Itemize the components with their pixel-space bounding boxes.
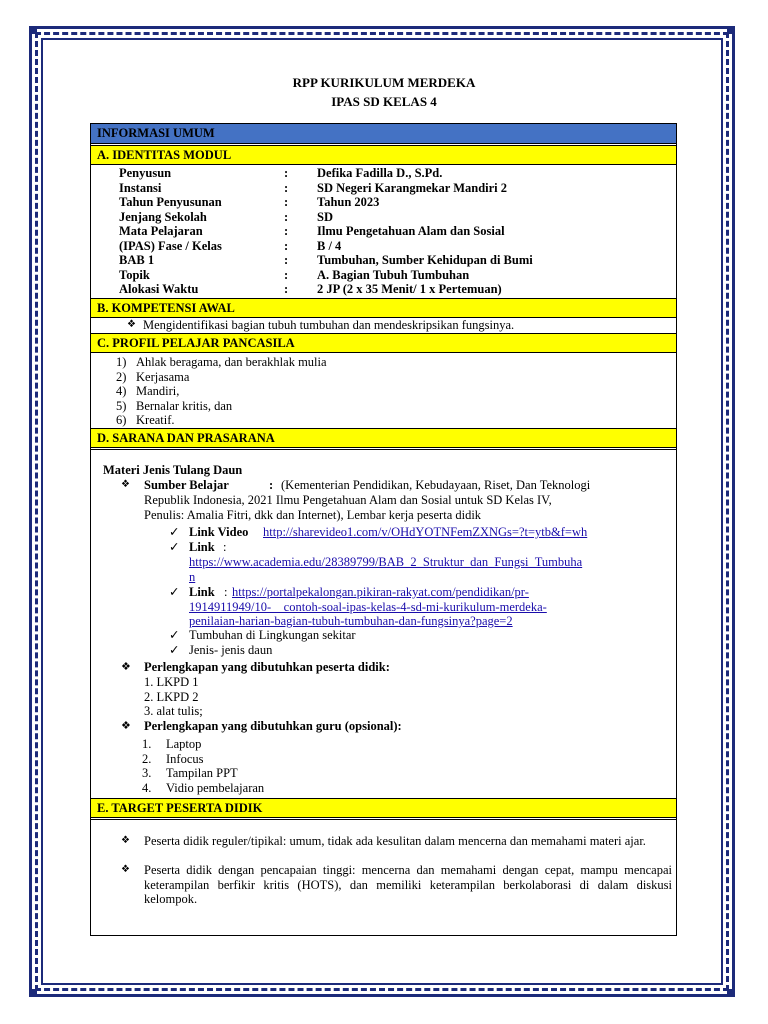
identitas-key: Alokasi Waktu xyxy=(119,282,199,296)
diamond-bullet-icon: ❖ xyxy=(121,864,130,875)
divider xyxy=(91,819,676,820)
identitas-value: B / 4 xyxy=(317,238,342,253)
identitas-value: 2 JP (2 x 35 Menit/ 1 x Pertemuan) xyxy=(317,282,502,296)
perlengkapan-guru-num: 2. xyxy=(142,751,152,766)
doc-subtitle: IPAS SD KELAS 4 xyxy=(331,94,437,109)
check-bullet-icon: ✓ xyxy=(169,643,180,657)
profil-header: C. PROFIL PELAJAR PANCASILA xyxy=(91,333,676,353)
sumber-colon: : xyxy=(269,478,274,492)
corner-ornament xyxy=(727,26,735,34)
identitas-header: A. IDENTITAS MODUL xyxy=(91,145,676,165)
kompetensi-header: B. KOMPETENSI AWAL xyxy=(91,298,676,318)
link-label: Link xyxy=(189,540,215,554)
identitas-colon: : xyxy=(284,267,289,282)
perlengkapan-siswa-item: 2. LKPD 2 xyxy=(144,689,199,704)
divider xyxy=(91,449,676,450)
corner-ornament xyxy=(29,989,37,997)
link-academia-url-cont[interactable]: n xyxy=(189,570,196,584)
check-item: Jenis- jenis daun xyxy=(189,643,273,657)
identitas-colon: : xyxy=(284,238,289,253)
sarana-header: D. SARANA DAN PRASARANA xyxy=(91,428,676,448)
perlengkapan-guru-label: Perlengkapan yang dibutuhkan guru (opsional): xyxy=(144,719,402,733)
identitas-value: Defika Fadilla D., S.Pd. xyxy=(317,166,443,180)
profil-item: Ahlak beragama, dan berakhlak mulia xyxy=(136,355,327,369)
check-bullet-icon: ✓ xyxy=(169,628,180,642)
identitas-value: SD xyxy=(317,209,333,224)
identitas-colon: : xyxy=(284,253,289,267)
doc-title: RPP KURIKULUM MERDEKA xyxy=(292,75,476,90)
target-header: E. TARGET PESERTA DIDIK xyxy=(91,798,676,818)
link-academia-url[interactable]: https://www.academia.edu/28389799/BAB_2_Struktur_dan_Fungsi_Tumbuha xyxy=(189,555,583,569)
link-portal-url-cont[interactable]: penilaian-harian-bagian-tubuh-tumbuhan-dan-fungsinya?page=2 xyxy=(189,614,513,628)
perlengkapan-guru-num: 1. xyxy=(142,737,152,751)
identitas-value: Ilmu Pengetahuan Alam dan Sosial xyxy=(317,224,505,238)
document-table xyxy=(90,123,677,936)
perlengkapan-guru-item: Laptop xyxy=(166,737,202,751)
kompetensi-item: Mengidentifikasi bagian tubuh tumbuhan dan mendeskripsikan fungsinya. xyxy=(143,318,515,332)
perlengkapan-siswa-label: Perlengkapan yang dibutuhkan peserta didik: xyxy=(144,660,390,674)
identitas-key: Instansi xyxy=(119,180,162,195)
profil-num: 2) xyxy=(116,369,127,384)
diamond-bullet-icon: ❖ xyxy=(121,720,131,732)
link-sep: : xyxy=(224,585,228,599)
identitas-key: Jenjang Sekolah xyxy=(119,209,207,224)
target-item: Peserta didik dengan pencapaian tinggi: mencerna dan memahami dengan cepat, mampu mencapai keterampilan berfikir kritis (HOTS), dan memiliki keterampilan berkolaborasi di dalam diskusi kelompok. xyxy=(144,863,672,906)
perlengkapan-siswa-item: 1. LKPD 1 xyxy=(144,675,199,689)
perlengkapan-guru-item: Vidio pembelajaran xyxy=(166,780,265,795)
identitas-key: (IPAS) Fase / Kelas xyxy=(119,238,222,253)
diamond-bullet-icon: ❖ xyxy=(121,479,130,490)
sumber-text: Republik Indonesia, 2021 Ilmu Pengetahuan Alam dan Sosial untuk SD Kelas IV, xyxy=(144,493,552,507)
diamond-bullet-icon: ❖ xyxy=(127,319,136,330)
identitas-colon: : xyxy=(284,282,289,296)
perlengkapan-guru-num: 4. xyxy=(142,780,152,795)
link-portal-url[interactable]: https://portalpekalongan.pikiran-rakyat.com/pendidikan/pr- xyxy=(232,585,529,599)
profil-item: Bernalar kritis, dan xyxy=(136,398,233,413)
sumber-label: Sumber Belajar xyxy=(144,478,229,492)
corner-ornament xyxy=(29,26,37,34)
diamond-bullet-icon: ❖ xyxy=(121,661,131,673)
identitas-key: Penyusun xyxy=(119,166,172,180)
corner-ornament xyxy=(727,989,735,997)
sumber-text: Penulis: Amalia Fitri, dkk dan Internet), Lembar kerja peserta didik xyxy=(144,507,482,522)
profil-item: Mandiri, xyxy=(136,384,180,398)
perlengkapan-guru-item: Tampilan PPT xyxy=(166,766,238,780)
sumber-text: (Kementerian Pendidikan, Kebudayaan, Riset, Dan Teknologi xyxy=(281,478,591,492)
identitas-key: Tahun Penyusunan xyxy=(119,195,222,209)
profil-num: 5) xyxy=(116,398,127,413)
identitas-colon: : xyxy=(284,224,289,238)
materi-title: Materi Jenis Tulang Daun xyxy=(103,463,243,477)
target-item: Peserta didik reguler/tipikal: umum, tidak ada kesulitan dalam mencerna dan memahami materi ajar. xyxy=(144,834,646,848)
link-video-url[interactable]: http://sharevideo1.com/v/OHdYOTNFemZXNGs=?t=ytb&f=wh xyxy=(263,525,588,539)
link-sep: : xyxy=(223,540,227,554)
profil-num: 4) xyxy=(116,384,127,398)
link-portal-url-cont[interactable]: 1914911949/10- contoh-soal-ipas-kelas-4-sd-mi-kurikulum-merdeka- xyxy=(189,599,547,614)
identitas-value: A. Bagian Tubuh Tumbuhan xyxy=(317,267,470,282)
link-label: Link xyxy=(189,585,215,599)
profil-item: Kerjasama xyxy=(136,369,190,384)
check-item: Tumbuhan di Lingkungan sekitar xyxy=(189,628,356,642)
identitas-value: Tumbuhan, Sumber Kehidupan di Bumi xyxy=(317,253,533,267)
perlengkapan-guru-num: 3. xyxy=(142,766,152,780)
informasi-umum-header: INFORMASI UMUM xyxy=(91,124,676,144)
check-bullet-icon: ✓ xyxy=(169,540,180,554)
identitas-colon: : xyxy=(284,195,289,209)
identitas-key: Topik xyxy=(119,267,150,282)
identitas-value: Tahun 2023 xyxy=(317,195,380,209)
check-bullet-icon: ✓ xyxy=(169,585,180,599)
perlengkapan-siswa-item: 3. alat tulis; xyxy=(144,704,203,718)
check-bullet-icon: ✓ xyxy=(169,525,180,539)
diamond-bullet-icon: ❖ xyxy=(121,835,130,846)
identitas-key: Mata Pelajaran xyxy=(119,224,203,238)
identitas-value: SD Negeri Karangmekar Mandiri 2 xyxy=(317,180,508,195)
perlengkapan-guru-item: Infocus xyxy=(166,751,204,766)
identitas-colon: : xyxy=(284,166,289,180)
profil-item: Kreatif. xyxy=(136,413,175,427)
identitas-key: BAB 1 xyxy=(119,253,155,267)
identitas-colon: : xyxy=(284,209,289,224)
link-video-label: Link Video xyxy=(189,525,249,539)
profil-num: 1) xyxy=(116,355,127,369)
identitas-colon: : xyxy=(284,180,289,195)
profil-num: 6) xyxy=(116,413,127,427)
